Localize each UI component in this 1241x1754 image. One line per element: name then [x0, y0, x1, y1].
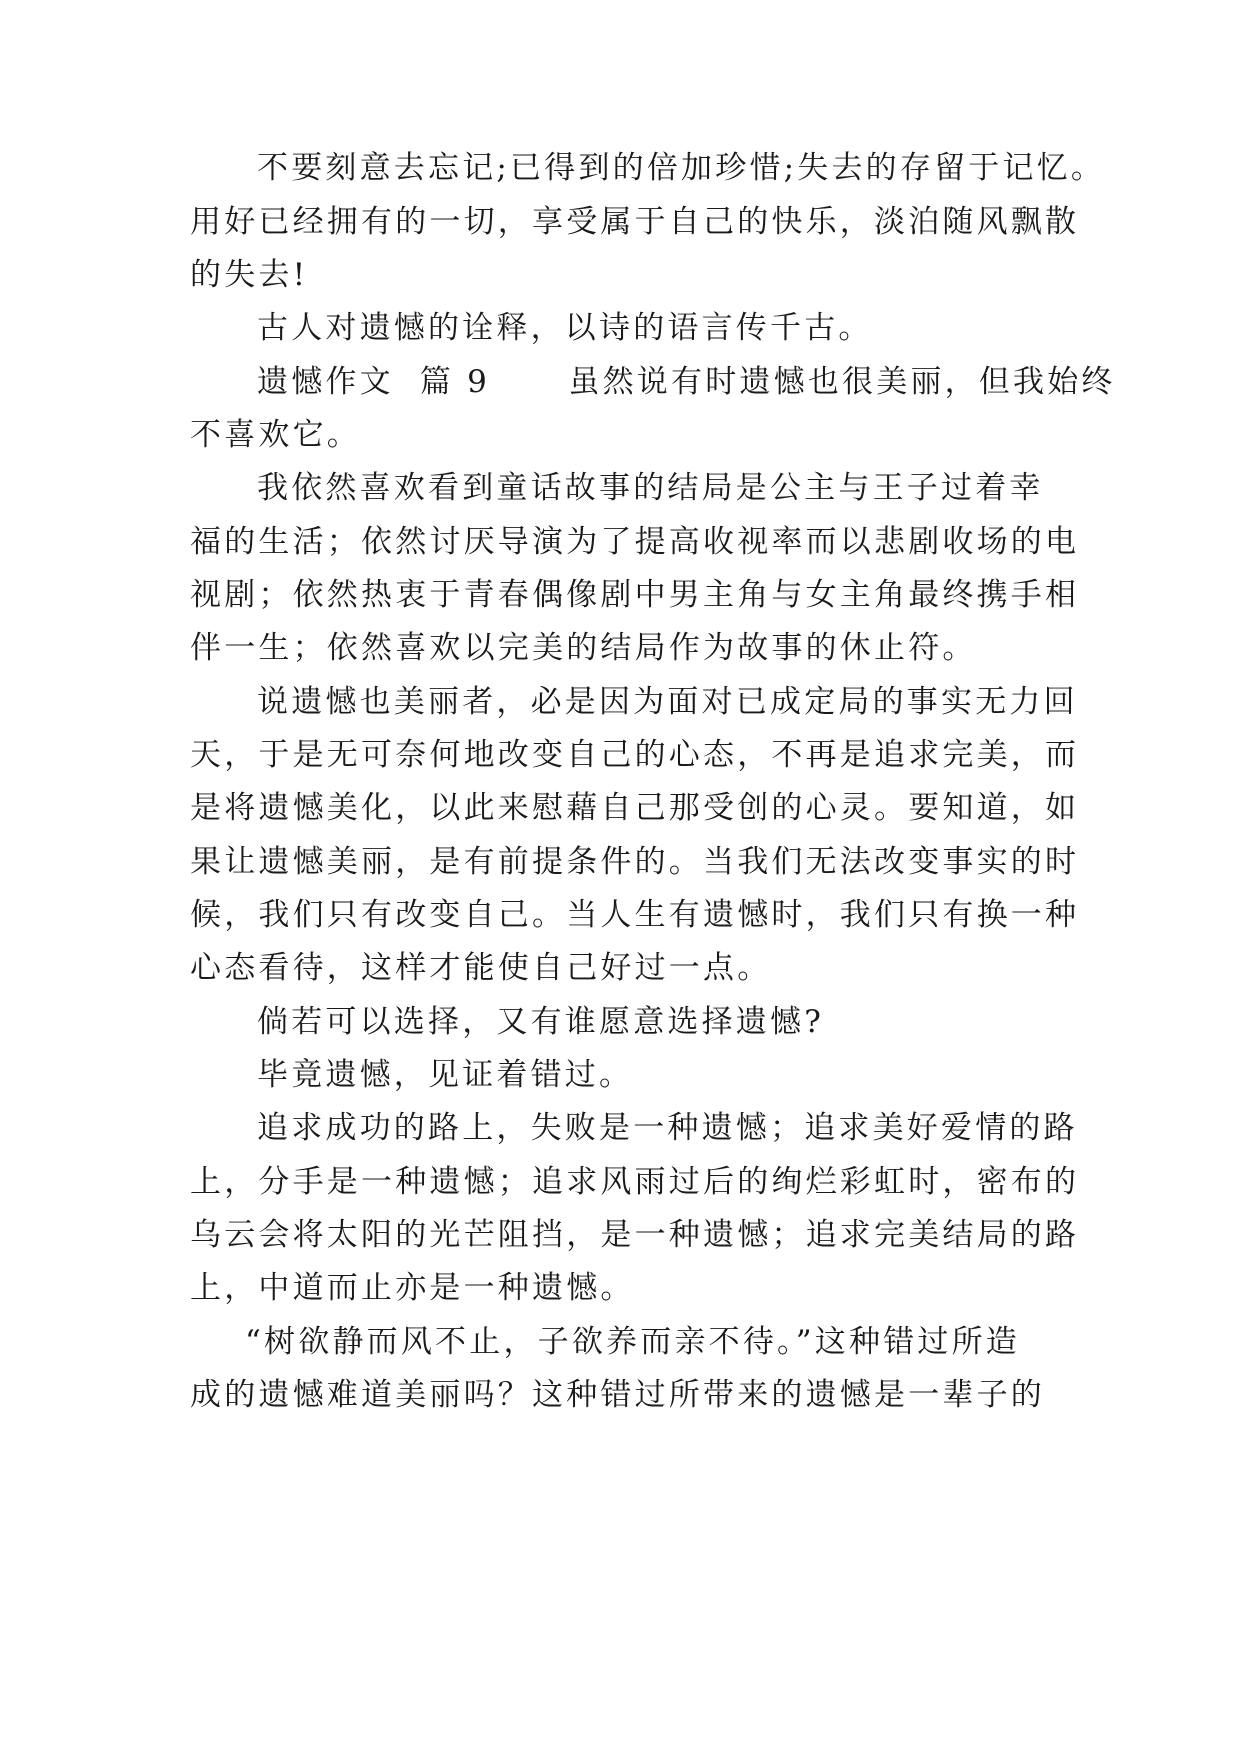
- text-line: 伴一生；依然喜欢以完美的结局作为故事的休止符。: [190, 630, 977, 666]
- text-line: 福的生活；依然讨厌导演为了提高收视率而以悲剧收场的电: [190, 524, 1080, 560]
- text-line: 天，于是无可奈何地改变自己的心态，不再是追求完美，而: [190, 737, 1080, 773]
- text-line: 用好已经拥有的一切，享受属于自己的快乐，淡泊随风飘散: [190, 204, 1080, 240]
- text-line: 我依然喜欢看到童话故事的结局是公主与王子过着幸: [257, 470, 1044, 506]
- text-line: 果让遗憾美丽，是有前提条件的。当我们无法改变事实的时: [190, 844, 1080, 880]
- text-line: 遗憾作文 篇 9 虽然说有时遗憾也很美丽，但我始终: [257, 364, 1116, 400]
- text-line: 心态看待，这样才能使自己好过一点。: [190, 950, 772, 986]
- text-line: 成的遗憾难道美丽吗？这种错过所带来的遗憾是一辈子的: [190, 1377, 1045, 1413]
- text-line: 视剧；依然热衷于青春偶像剧中男主角与女主角最终携手相: [190, 577, 1080, 613]
- text-line: 说遗憾也美丽者，必是因为面对已成定局的事实无力回: [257, 684, 1078, 720]
- text-line: 毕竟遗憾，见证着错过。: [257, 1057, 634, 1093]
- text-line: 倘若可以选择，又有谁愿意选择遗憾?: [257, 1004, 825, 1040]
- text-line: 候，我们只有改变自己。当人生有遗憾时，我们只有换一种: [190, 897, 1080, 933]
- text-line: 上，分手是一种遗憾；追求风雨过后的绚烂彩虹时，密布的: [190, 1164, 1080, 1200]
- text-line: 追求成功的路上，失败是一种遗憾；追求美好爱情的路: [257, 1110, 1078, 1146]
- text-line: 上，中道而止亦是一种遗憾。: [190, 1270, 635, 1306]
- text-line: 不要刻意去忘记;已得到的倍加珍惜;失去的存留于记忆。: [257, 150, 1106, 186]
- text-line: 古人对遗憾的诠释，以诗的语言传千古。: [257, 310, 873, 346]
- text-line: 不喜欢它。: [190, 417, 361, 453]
- text-line: 的失去!: [190, 257, 309, 293]
- text-line: 是将遗憾美化，以此来慰藉自己那受创的心灵。要知道，如: [190, 790, 1080, 826]
- text-line: 乌云会将太阳的光芒阻挡，是一种遗憾；追求完美结局的路: [190, 1217, 1080, 1253]
- text-line: “树欲静而风不止，子欲养而亲不待。”这种错过所造: [245, 1324, 1020, 1360]
